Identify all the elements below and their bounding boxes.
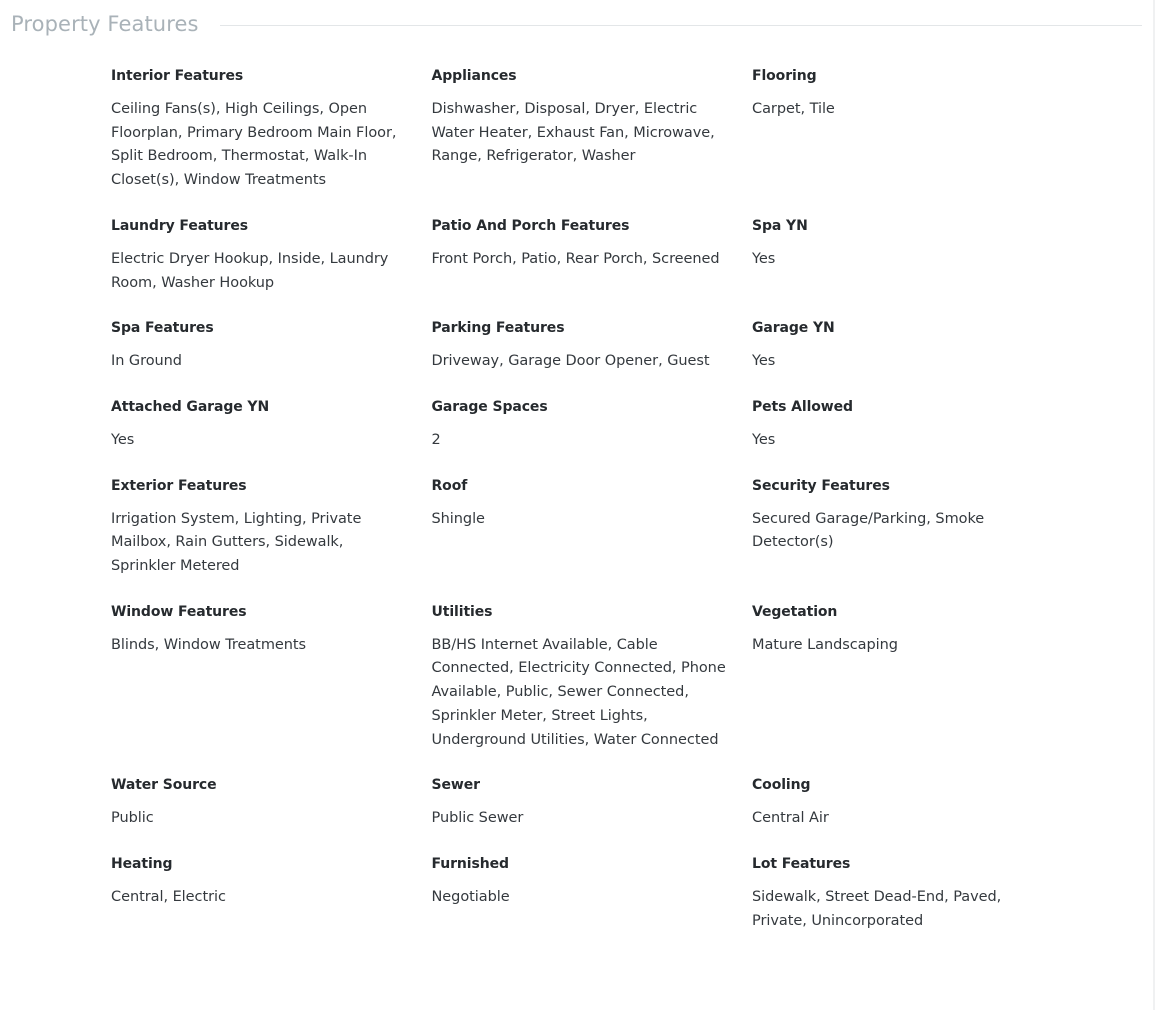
features-grid (111, 66, 1071, 956)
feature-label: Attached Garage YN (111, 398, 270, 415)
feature-value: Electric Dryer Hookup, Inside, Laundry Room, Washer Hookup (111, 250, 389, 291)
feature-value: Yes (752, 250, 776, 267)
feature-label: Security Features (752, 477, 890, 494)
feature-label: Cooling (752, 777, 811, 794)
feature-laundry-features (111, 216, 432, 295)
feature-label: Water Source (111, 777, 217, 794)
feature-value: Blinds, Window Treatments (111, 636, 307, 653)
section-header (11, 8, 1142, 40)
feature-value: Dishwasher, Disposal, Dryer, Electric Water Heater, Exhaust Fan, Microwave, Range, Refrigerator, Washer (431, 101, 715, 165)
feature-flooring (752, 66, 1071, 193)
feature-heating (111, 854, 432, 933)
feature-appliances (432, 66, 753, 193)
feature-value: Ceiling Fans(s), High Ceilings, Open Floorplan, Primary Bedroom Main Floor, Split Bedroom, Thermostat, Walk-In Closet(s), Window Treatments (111, 101, 397, 189)
feature-value: Sidewalk, Street Dead-End, Paved, Private, Unincorporated (752, 888, 1002, 929)
feature-patio-and-porch-features (432, 216, 753, 295)
feature-label: Utilities (431, 603, 493, 620)
feature-attached-garage-yn (111, 397, 432, 453)
feature-value: Yes (752, 353, 776, 370)
feature-value: In Ground (111, 353, 182, 370)
feature-label: Flooring (752, 68, 817, 84)
feature-label: Appliances (431, 68, 517, 84)
feature-roof (432, 476, 753, 579)
feature-utilities (432, 602, 753, 753)
feature-security-features (752, 476, 1071, 579)
feature-garage-spaces (432, 397, 753, 453)
feature-parking-features (432, 318, 753, 374)
feature-value: Driveway, Garage Door Opener, Guest (431, 353, 710, 370)
feature-value: Public Sewer (431, 810, 524, 827)
feature-label: Patio And Porch Features (431, 217, 630, 234)
feature-lot-features (752, 854, 1071, 933)
feature-label: Pets Allowed (752, 398, 853, 415)
feature-label: Spa Features (111, 320, 214, 337)
feature-value: Central, Electric (111, 888, 226, 905)
feature-window-features (111, 602, 432, 753)
feature-label: Lot Features (752, 855, 851, 872)
feature-value: Front Porch, Patio, Rear Porch, Screened (431, 250, 720, 267)
feature-interior-features (111, 66, 432, 193)
feature-label: Vegetation (752, 603, 838, 620)
feature-furnished (432, 854, 753, 933)
feature-pets-allowed (752, 397, 1071, 453)
feature-exterior-features (111, 476, 432, 579)
feature-value: Yes (111, 431, 135, 448)
feature-label: Spa YN (752, 217, 808, 234)
feature-value: 2 (431, 431, 441, 448)
feature-vegetation (752, 602, 1071, 753)
feature-value: Carpet, Tile (752, 101, 835, 117)
feature-value: Yes (752, 431, 776, 448)
feature-label: Sewer (431, 777, 480, 794)
feature-water-source (111, 775, 432, 831)
feature-value: Negotiable (431, 888, 510, 905)
feature-value: Public (111, 810, 154, 827)
feature-sewer (432, 775, 753, 831)
feature-label: Garage YN (752, 320, 835, 337)
feature-garage-yn (752, 318, 1071, 374)
feature-value: BB/HS Internet Available, Cable Connected, Electricity Connected, Phone Available, Public, Sewer Connected, Sprinkler Meter, Street Lights, Underground Utilities, Water Connected (431, 636, 726, 748)
feature-value: Central Air (752, 810, 829, 827)
feature-label: Window Features (111, 603, 247, 620)
feature-label: Garage Spaces (431, 398, 548, 415)
feature-value: Irrigation System, Lighting, Private Mailbox, Rain Gutters, Sidewalk, Sprinkler Metered (111, 510, 362, 575)
feature-label: Interior Features (111, 68, 244, 84)
feature-label: Parking Features (431, 320, 565, 337)
feature-label: Exterior Features (111, 477, 247, 494)
section-divider (220, 25, 1142, 26)
feature-spa-features (111, 318, 432, 374)
feature-value: Mature Landscaping (752, 636, 898, 653)
feature-value: Shingle (431, 510, 485, 527)
feature-spa-yn (752, 216, 1071, 295)
feature-label: Heating (111, 855, 173, 872)
feature-cooling (752, 775, 1071, 831)
feature-value: Secured Garage/Parking, Smoke Detector(s) (752, 510, 985, 551)
feature-label: Roof (431, 477, 468, 494)
section-title: Property Features (11, 12, 199, 36)
feature-label: Furnished (431, 855, 509, 872)
feature-label: Laundry Features (111, 217, 248, 234)
